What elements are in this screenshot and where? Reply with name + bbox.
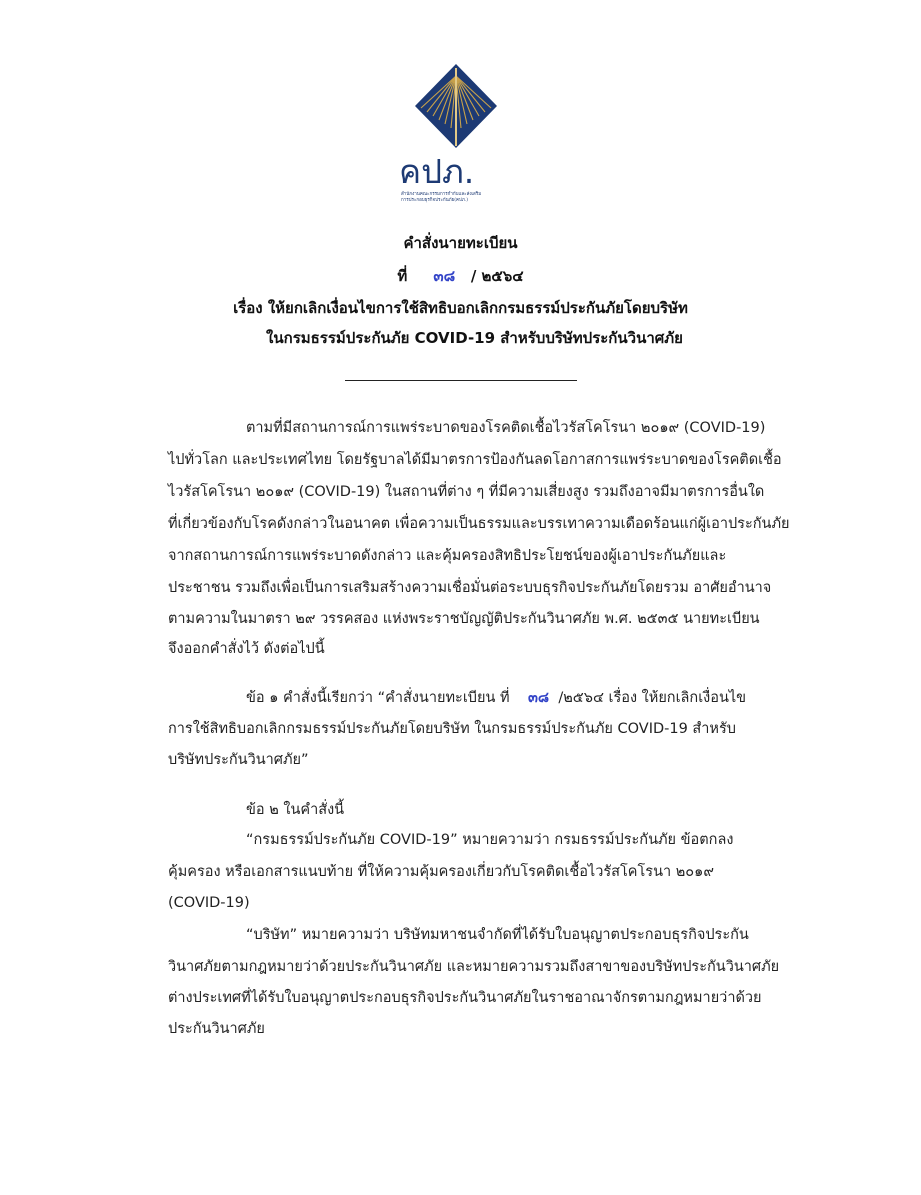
preamble-line: ตามที่มีสถานการณ์การแพร่ระบาดของโรคติดเชื้อไวรัสโคโรนา ๒๐๑๙ (COVID-19) xyxy=(246,420,766,436)
order-number-suffix: / ๒๕๖๔ xyxy=(470,267,524,285)
preamble-line: ไปทั่วโลก และประเทศไทย โดยรัฐบาลได้มีมาตรการป้องกันลดโอกาสการแพร่ระบาดของโรคติดเชื้อ xyxy=(168,452,782,468)
order-number-value: ๓๘ xyxy=(433,267,456,285)
clause-1-text-after: /๒๕๖๔ เรื่อง ให้ยกเลิกเงื่อนไข xyxy=(558,690,747,706)
clause-1-order-number: ๓๘ xyxy=(528,690,550,706)
preamble-line: ตามความในมาตรา ๒๙ วรรคสอง แห่งพระราชบัญญัติประกันวินาศภัย พ.ศ. ๒๕๓๕ นายทะเบียน xyxy=(168,611,760,627)
definition-line: “บริษัท” หมายความว่า บริษัทมหาชนจำกัดที่ได้รับใบอนุญาตประกอบธุรกิจประกัน xyxy=(246,927,749,943)
logo-subtitle-line1: สำนักงานคณะกรรมการกำกับและส่งเสริม xyxy=(401,192,482,197)
preamble-line: จึงออกคำสั่งไว้ ดังต่อไปนี้ xyxy=(168,641,325,657)
oic-logo xyxy=(395,62,521,212)
clause-1-line xyxy=(246,687,746,709)
subject-line-1: เรื่อง ให้ยกเลิกเงื่อนไขการใช้สิทธิบอกเลิกกรมธรรม์ประกันภัยโดยบริษัท xyxy=(233,299,688,317)
order-number xyxy=(0,265,921,287)
definition-line: ประกันวินาศภัย xyxy=(168,1021,265,1037)
logo-subtitle-line2: การประกอบธุรกิจประกันภัย(คปภ.) xyxy=(401,198,469,203)
definition-line: “กรมธรรม์ประกันภัย COVID-19” หมายความว่า กรมธรรม์ประกันภัย ข้อตกลง xyxy=(246,832,734,848)
preamble-line: จากสถานการณ์การแพร่ระบาดดังกล่าว และคุ้มครองสิทธิประโยชน์ของผู้เอาประกันภัยและ xyxy=(168,548,727,564)
order-title: คำสั่งนายทะเบียน xyxy=(403,234,518,252)
clause-1-line: บริษัทประกันวินาศภัย” xyxy=(168,752,309,768)
logo-abbreviation: คปภ. xyxy=(399,152,475,191)
preamble-line: ประชาชน รวมถึงเพื่อเป็นการเสริมสร้างความเชื่อมั่นต่อระบบธุรกิจประกันภัยโดยรวม อาศัยอำนาจ xyxy=(168,580,772,596)
logo-subtitle xyxy=(401,192,493,204)
subject-line-2: ในกรมธรรม์ประกันภัย COVID-19 สำหรับบริษัทประกันวินาศภัย xyxy=(266,329,683,347)
preamble-line: ที่เกี่ยวข้องกับโรคดังกล่าวในอนาคต เพื่อความเป็นธรรมและบรรเทาความเดือดร้อนแก่ผู้เอาประกันภัย xyxy=(168,516,790,532)
clause-1-text-before: ข้อ ๑ คำสั่งนี้เรียกว่า “คำสั่งนายทะเบียน ที่ xyxy=(246,690,510,706)
preamble-line: ไวรัสโคโรนา ๒๐๑๙ (COVID-19) ในสถานที่ต่าง ๆ ที่มีความเสี่ยงสูง รวมถึงอาจมีมาตรการอื่นใด xyxy=(168,484,765,500)
definition-line: คุ้มครอง หรือเอกสารแนบท้าย ที่ให้ความคุ้มครองเกี่ยวกับโรคติดเชื้อไวรัสโคโรนา ๒๐๑๙ xyxy=(168,864,714,880)
clause-2-heading: ข้อ ๒ ในคำสั่งนี้ xyxy=(246,802,345,818)
clause-1-line: การใช้สิทธิบอกเลิกกรมธรรม์ประกันภัยโดยบริษัท ในกรมธรรม์ประกันภัย COVID-19 สำหรับ xyxy=(168,721,736,737)
title-divider xyxy=(345,380,577,381)
definition-line: (COVID-19) xyxy=(168,895,250,911)
definition-line: ต่างประเทศที่ได้รับใบอนุญาตประกอบธุรกิจประกันวินาศภัยในราชอาณาจักรตามกฎหมายว่าด้วย xyxy=(168,990,762,1006)
oic-emblem-icon xyxy=(413,62,499,150)
order-number-prefix: ที่ xyxy=(397,267,408,285)
definition-line: วินาศภัยตามกฎหมายว่าด้วยประกันวินาศภัย และหมายความรวมถึงสาขาของบริษัทประกันวินาศภัย xyxy=(168,959,780,975)
